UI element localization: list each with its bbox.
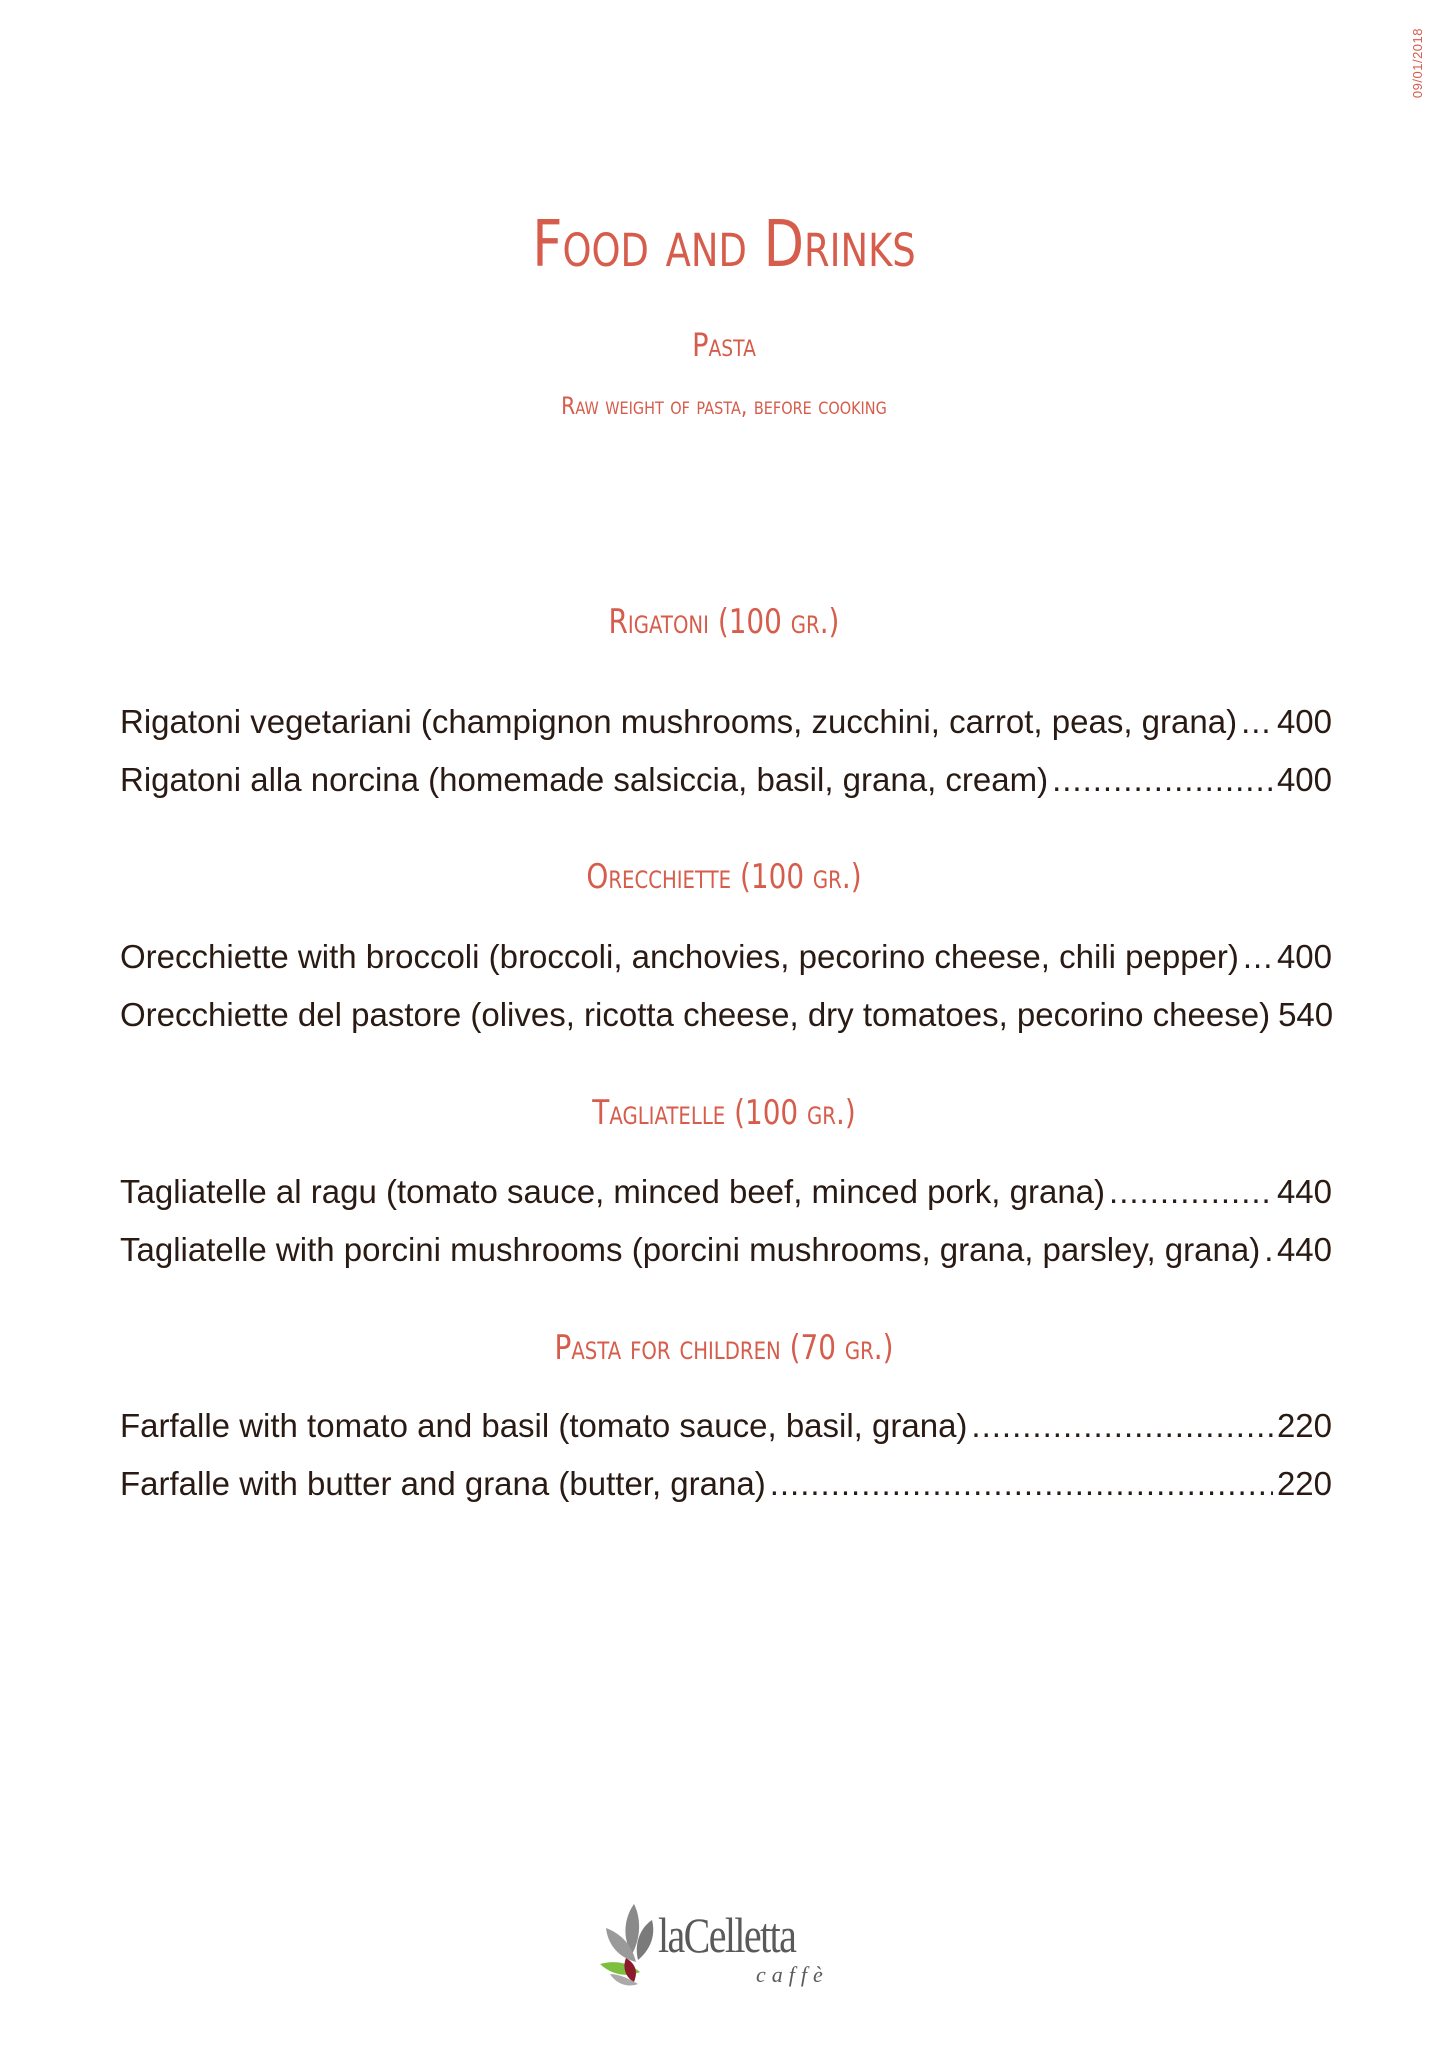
section-title-tagliatelle: Tagliatelle (100 gr.) (592, 1093, 856, 1133)
menu-item-name: Orecchiette with broccoli (broccoli, anchovies, pecorino cheese, chili pepper) (120, 938, 1239, 975)
date-stamp: 09/01/2018 (1410, 28, 1425, 99)
section-title-orecchiette: Orecchiette (100 gr.) (586, 857, 862, 897)
menu-item-name: Tagliatelle with porcini mushrooms (porcini mushrooms, grana, parsley, grana) (120, 1231, 1261, 1268)
weight-note: Raw weight of pasta, before cooking (561, 392, 887, 420)
menu-item-price: 440 (1276, 1231, 1332, 1268)
leaf-icon (596, 1898, 666, 1998)
menu-item-price: 220 (1276, 1407, 1332, 1444)
dot-leader (1109, 1172, 1273, 1212)
menu-item-price: 400 (1276, 703, 1332, 740)
menu-item-price: 440 (1276, 1173, 1332, 1210)
menu-item (120, 1172, 1332, 1212)
dot-leader (770, 1464, 1273, 1504)
section-title-rigatoni: Rigatoni (100 gr.) (608, 602, 840, 642)
brand-logo (596, 1898, 856, 1998)
logo-wordmark: laCelletta (658, 1907, 796, 1963)
menu-item-name: Tagliatelle al ragu (tomato sauce, minced beef, minced pork, grana) (120, 1173, 1106, 1210)
menu-item-price: 400 (1276, 761, 1332, 798)
menu-item-name: Rigatoni alla norcina (homemade salsiccia, basil, grana, cream) (120, 761, 1049, 798)
page-title: Food and Drinks (532, 208, 916, 282)
menu-item-price: 540 (1278, 996, 1334, 1033)
dot-leader (1264, 1230, 1273, 1270)
page-subtitle: Pasta (692, 326, 756, 364)
menu-item (120, 995, 1332, 1035)
menu-item (120, 1464, 1332, 1504)
menu-item (120, 702, 1332, 742)
menu-item-name: Farfalle with butter and grana (butter, grana) (120, 1465, 766, 1502)
dot-leader (1243, 937, 1273, 977)
logo-subtitle: caffè (756, 1962, 829, 1987)
dot-leader (1241, 702, 1273, 742)
section-title-children: Pasta for children (70 gr.) (554, 1328, 894, 1368)
menu-item (120, 1230, 1332, 1270)
menu-item (120, 937, 1332, 977)
menu-item-name: Farfalle with tomato and basil (tomato sauce, basil, grana) (120, 1407, 968, 1444)
menu-item (120, 760, 1332, 800)
dot-leader (1052, 760, 1273, 800)
menu-item (120, 1406, 1332, 1446)
menu-item-price: 400 (1276, 938, 1332, 975)
menu-item-name: Rigatoni vegetariani (champignon mushrooms, zucchini, carrot, peas, grana) (120, 703, 1238, 740)
menu-item-price: 220 (1276, 1465, 1332, 1502)
menu-item-name: Orecchiette del pastore (olives, ricotta cheese, dry tomatoes, pecorino cheese) (120, 996, 1271, 1033)
dot-leader (971, 1406, 1273, 1446)
